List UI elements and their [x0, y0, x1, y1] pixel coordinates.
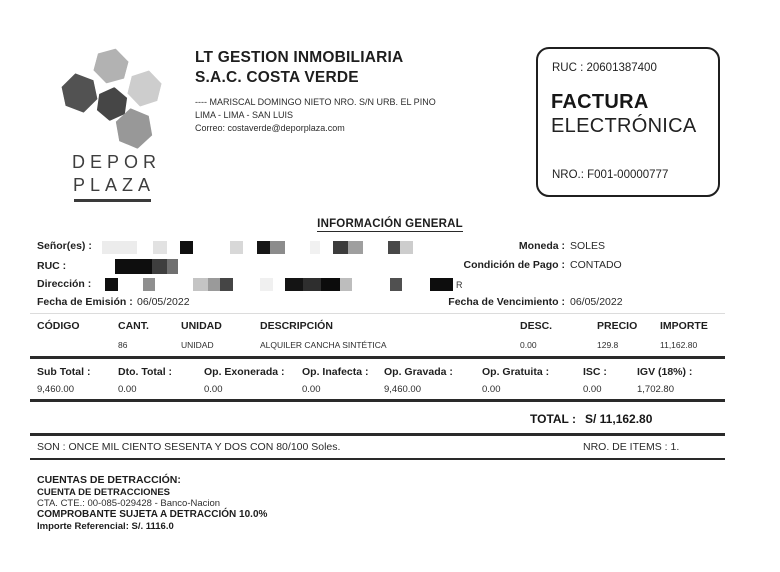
senores-redacted-value [100, 241, 413, 254]
redaction-block [270, 241, 285, 254]
total-label: TOTAL : [530, 412, 576, 426]
fecha-emision-label: Fecha de Emisión : [37, 296, 133, 308]
op-inafecta-value: 0.00 [302, 384, 321, 395]
company-email: Correo: costaverde@deporplaza.com [195, 123, 345, 133]
hexagon-icon [112, 105, 157, 152]
dto-total-value: 0.00 [118, 384, 137, 395]
item-precio: 129.8 [597, 340, 619, 350]
section-title-wrap [0, 214, 780, 232]
senores-label: Señor(es) : [37, 240, 92, 252]
redaction-block [400, 241, 413, 254]
redaction-block [390, 278, 402, 291]
detraction-section [37, 474, 267, 532]
customer-ruc-redacted-value [100, 259, 178, 274]
invoice-number: NRO.: F001-00000777 [552, 169, 669, 181]
company-name-line2: S.A.C. COSTA VERDE [195, 69, 359, 86]
logo-underline [74, 199, 151, 202]
redaction-block [193, 278, 208, 291]
op-exonerada-label: Op. Exonerada : [204, 366, 285, 378]
divider [30, 313, 725, 314]
divider [30, 433, 725, 436]
detraction-reference-amount: Importe Referencial: S/. 1116.0 [37, 521, 174, 532]
general-info-title: INFORMACIÓN GENERAL [317, 218, 463, 230]
isc-value: 0.00 [583, 384, 602, 395]
customer-ruc-label: RUC : [37, 260, 67, 272]
redaction-block [257, 241, 270, 254]
redaction-block [115, 259, 152, 274]
op-gravada-value: 9,460.00 [384, 384, 421, 395]
igv-label: IGV (18%) : [637, 366, 693, 378]
isc-label: ISC : [583, 366, 607, 378]
detraction-account-title: CUENTA DE DETRACCIONES [37, 487, 171, 498]
logo-text-depor: DEPOR [72, 152, 162, 172]
col-header-desc: DESC. [520, 320, 553, 332]
item-cantidad: 86 [118, 340, 128, 350]
logo-text-plaza: PLAZA [72, 175, 156, 195]
fecha-vencimiento-label: Fecha de Vencimiento : [448, 296, 565, 308]
fecha-emision-value: 06/05/2022 [137, 296, 190, 308]
op-gratuita-label: Op. Gratuita : [482, 366, 550, 378]
redaction-block [340, 278, 352, 291]
redaction-block [333, 241, 348, 254]
redaction-block [153, 241, 167, 254]
direccion-redacted-value [100, 278, 453, 291]
company-address-line1: ---- MARISCAL DOMINGO NIETO NRO. S/N URB. EL PINO [195, 97, 436, 107]
detraction-title: CUENTAS DE DETRACCIÓN: [37, 474, 181, 486]
doc-type-line1: FACTURA [551, 91, 649, 113]
redaction-block [208, 278, 220, 291]
dto-total-label: Dto. Total : [118, 366, 173, 378]
redaction-block [310, 241, 320, 254]
amount-in-words: SON : ONCE MIL CIENTO SESENTA Y DOS CON 80/100 Soles. [37, 441, 341, 453]
igv-value: 1,702.80 [637, 384, 674, 395]
condicion-pago-label: Condición de Pago : [463, 259, 565, 271]
doc-type-line2: ELECTRÓNICA [551, 115, 697, 137]
moneda-label: Moneda : [518, 240, 565, 252]
invoice-id-box [536, 47, 720, 197]
redaction-block [180, 241, 193, 254]
redaction-block [348, 241, 363, 254]
moneda-value: SOLES [570, 240, 606, 252]
col-header-precio: PRECIO [597, 320, 638, 332]
col-header-unidad: UNIDAD [181, 320, 222, 332]
op-exonerada-value: 0.00 [204, 384, 223, 395]
total-value: S/ 11,162.80 [585, 412, 653, 426]
fecha-vencimiento-value: 06/05/2022 [570, 296, 623, 308]
company-header [195, 48, 525, 135]
redaction-block [430, 278, 453, 291]
depor-plaza-logo [50, 44, 180, 209]
redaction-block [230, 241, 243, 254]
op-gratuita-value: 0.00 [482, 384, 501, 395]
redaction-block [105, 278, 118, 291]
redaction-block [220, 278, 233, 291]
item-descripcion: ALQUILER CANCHA SINTÉTICA [260, 340, 387, 350]
item-unidad: UNIDAD [181, 340, 214, 350]
direccion-stray-char: R [456, 280, 463, 290]
col-header-codigo: CÓDIGO [37, 320, 80, 332]
issuer-ruc: RUC : 20601387400 [552, 62, 657, 74]
redaction-block [152, 259, 167, 274]
hexagon-icon [123, 66, 166, 110]
detraction-account-number: CTA. CTE.: 00-085-029428 - Banco-Nacion [37, 498, 221, 509]
condicion-pago-value: CONTADO [570, 259, 622, 271]
subtotal-label: Sub Total : [37, 366, 91, 378]
redaction-block [321, 278, 340, 291]
divider [30, 356, 725, 359]
redaction-block [102, 241, 137, 254]
company-address-line2: LIMA - LIMA - SAN LUIS [195, 110, 294, 120]
col-header-importe: IMPORTE [660, 320, 708, 332]
col-header-cant: CANT. [118, 320, 149, 332]
company-name-line1: LT GESTION INMOBILIARIA [195, 49, 404, 66]
redaction-block [388, 241, 400, 254]
redaction-block [143, 278, 155, 291]
redaction-block [260, 278, 273, 291]
op-gravada-label: Op. Gravada : [384, 366, 453, 378]
item-descuento: 0.00 [520, 340, 537, 350]
redaction-block [303, 278, 321, 291]
redaction-block [285, 278, 303, 291]
redaction-block [167, 259, 178, 274]
col-header-descripcion: DESCRIPCIÓN [260, 320, 333, 332]
divider [30, 399, 725, 402]
op-inafecta-label: Op. Inafecta : [302, 366, 369, 378]
divider [30, 458, 725, 460]
subtotal-value: 9,460.00 [37, 384, 74, 395]
direccion-label: Dirección : [37, 278, 92, 290]
item-importe: 11,162.80 [660, 340, 698, 350]
detraction-subject-line: COMPROBANTE SUJETA A DETRACCIÓN 10.0% [37, 509, 268, 520]
items-count: NRO. DE ITEMS : 1. [583, 441, 680, 453]
